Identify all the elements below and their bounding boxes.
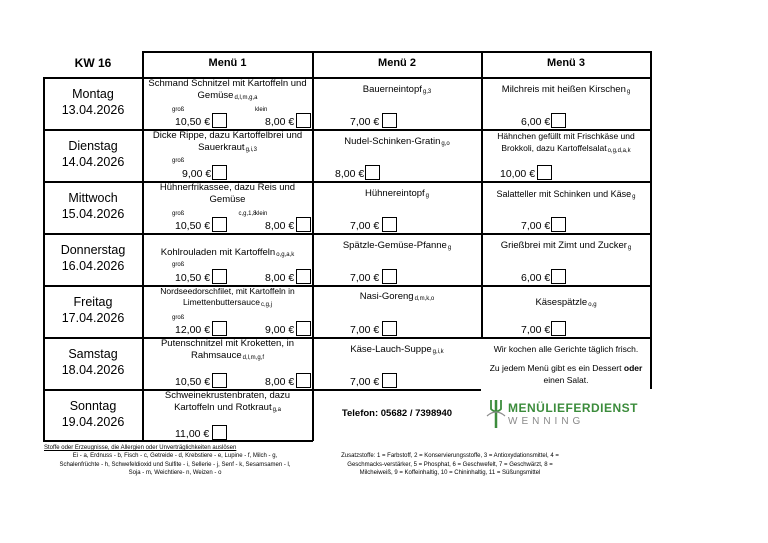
menu3-dish: Käsespätzle$_{o,g}$ (535, 297, 597, 308)
menu2-header: Menü 2 (378, 57, 416, 69)
day-name: Mittwoch (68, 191, 118, 205)
additive-list: Zusatzstoffe: 1 = Farbstoff, 2 = Konservierungsstoffe, 3 = Antioxydationsmittel, 4 = Geschmacks-verstärker, 5 = Phosphat, 6 = Geschwefelt, 7 = Geschwärzt, 8 = Milcheiweiß, 9 = Koffeinhaltig, 10 = Chininhaltig, 11 = Süßungsmittel (341, 453, 559, 476)
day-date: 19.04.2026 (61, 415, 125, 429)
menu1-price-small: 8,00 € (265, 220, 295, 232)
fork-icon (486, 398, 506, 430)
phone-number: Telefon: 05682 / 7398940 (341, 408, 453, 419)
menu1-dish: Nordseedorschfilet, mit Kartoffeln in Limettenbuttersauce$_{c,g,j}$ (160, 286, 295, 308)
fresh-cooking-note: Wir kochen alle Gerichte täglich frisch. (493, 344, 639, 354)
menu1-price-small: 8,00 € (265, 116, 295, 128)
menu3-dish: Milchreis mit heißen Kirschen$_g$ (501, 84, 631, 95)
menu3-price: 6,00 € (521, 116, 551, 128)
day-label (44, 242, 142, 274)
menu2-dish: Nasi-Goreng$_{d,m,k,o}$ (359, 291, 435, 302)
menu1-dish: Schweinekrustenbraten, dazu Kartoffeln und Rotkraut$_{g,a}$ (164, 390, 291, 413)
order-checkbox[interactable] (296, 217, 311, 232)
size-small-label: klein (255, 211, 268, 217)
allergen-list: Ei - a, Erdnuss - b, Fisch - c, Getreide - d, Krebstiere - e, Lupine - f, Milch - g, Schalenfrüchte - h, Schwefeldioxid und Sulfite - i, Sellerie - j, Senf - k, Sesamsamen - l, Soja - m, Weichtiere- n, Weizen - o (59, 453, 291, 476)
menu1-header: Menü 1 (208, 57, 247, 69)
menu3-dish: Hähnchen gefüllt mit Frischkäse und Brokkoli, dazu Kartoffelsalat$_{o,g,d,a,k}$ (497, 131, 635, 154)
order-checkbox[interactable] (212, 373, 227, 388)
menu1-dish: Putenschnitzel mit Kroketten, in Rahmsauce$_{d,l,m,g,f}$ (160, 338, 295, 361)
size-large-label: groß (172, 262, 185, 268)
grid-line (43, 440, 313, 442)
order-checkbox[interactable] (382, 269, 397, 284)
dessert-note: Zu jedem Menü gibt es ein Dessert oder einen Salat. (489, 363, 643, 385)
day-date: 18.04.2026 (61, 363, 125, 377)
week-label: KW 16 (74, 56, 112, 70)
day-date: 16.04.2026 (61, 259, 125, 273)
menu2-dish: Käse-Lauch-Suppe$_{g,i,k}$ (350, 344, 444, 355)
menu1-dish: Kohlrouladen mit Kartoffeln$_{o,g,a,k}$ (160, 247, 295, 258)
day-label (44, 398, 142, 430)
order-checkbox[interactable] (212, 269, 227, 284)
menu3-dish: Salatteller mit Schinken und Käse$_g$ (496, 189, 636, 200)
menu2-dish: Bauerneintopf$_{g,3}$ (362, 84, 432, 95)
menu3-price: 7,00 € (521, 220, 551, 232)
day-name: Dienstag (68, 139, 118, 153)
day-label (44, 346, 142, 378)
menu1-price-large: 10,50 € (175, 376, 211, 388)
menu1-dish: Schmand Schnitzel mit Kartoffeln und Gemüse$_{d,l,m,g,a}$ (148, 78, 307, 101)
menu1-price-large: 9,00 € (182, 168, 212, 180)
day-name: Freitag (73, 295, 113, 309)
day-label (44, 294, 142, 326)
menu1-price-small: 8,00 € (265, 272, 295, 284)
menu3-price: 7,00 € (521, 324, 551, 336)
grid-line (43, 233, 651, 235)
day-name: Donnerstag (60, 243, 126, 257)
order-checkbox[interactable] (382, 373, 397, 388)
size-large-label: groß (172, 211, 185, 217)
menu1-price-large: 10,50 € (175, 220, 211, 232)
menu2-dish: Spätzle-Gemüse-Pfanne$_g$ (342, 240, 452, 251)
menu2-price: 7,00 € (350, 272, 380, 284)
size-large-label: groß (172, 158, 185, 164)
menu2-price: 7,00 € (350, 324, 380, 336)
day-name: Sonntag (69, 399, 117, 413)
order-checkbox[interactable] (296, 113, 311, 128)
menu3-header: Menü 3 (547, 57, 585, 69)
order-checkbox[interactable] (382, 217, 397, 232)
menu2-dish: Nudel-Schinken-Gratin$_{g,o}$ (344, 136, 450, 147)
order-checkbox[interactable] (551, 113, 566, 128)
menu1-dish: Hühnerfrikassee, dazu Reis und Gemüse $_{c,g,1,8}$ (159, 182, 296, 217)
day-date: 17.04.2026 (61, 311, 125, 325)
company-logo (486, 398, 646, 432)
logo-title: MENÜLIEFERDIENST (508, 401, 639, 415)
day-date: 13.04.2026 (61, 103, 125, 117)
day-label (44, 138, 142, 170)
order-checkbox[interactable] (296, 321, 311, 336)
menu2-price: 7,00 € (350, 220, 380, 232)
order-checkbox[interactable] (212, 165, 227, 180)
order-checkbox[interactable] (537, 165, 552, 180)
order-checkbox[interactable] (382, 113, 397, 128)
grid-line (142, 51, 651, 53)
order-checkbox[interactable] (296, 269, 311, 284)
order-checkbox[interactable] (365, 165, 380, 180)
day-date: 14.04.2026 (61, 155, 125, 169)
order-checkbox[interactable] (551, 321, 566, 336)
grid-line (43, 285, 651, 287)
menu2-price: 8,00 € (335, 168, 365, 180)
grid-line (142, 51, 144, 441)
size-large-label: groß (172, 107, 185, 113)
grid-line (43, 181, 651, 183)
size-small-label: klein (255, 107, 268, 113)
menu3-price: 10,00 € (500, 168, 536, 180)
menu1-price-large: 11,00 € (175, 428, 210, 440)
day-label (44, 86, 142, 118)
day-name: Montag (72, 87, 114, 101)
grid-line (43, 77, 651, 79)
order-checkbox[interactable] (212, 425, 227, 440)
order-checkbox[interactable] (212, 217, 227, 232)
menu2-price: 7,00 € (350, 116, 380, 128)
day-date: 15.04.2026 (61, 207, 125, 221)
menu3-dish: Grießbrei mit Zimt und Zucker$_g$ (500, 240, 632, 251)
menu1-price-large: 10,50 € (175, 116, 211, 128)
order-checkbox[interactable] (212, 113, 227, 128)
size-large-label: groß (172, 315, 185, 321)
grid-line (43, 337, 651, 339)
day-name: Samstag (68, 347, 118, 361)
menu2-dish: Hühnereintopf$_g$ (364, 188, 430, 199)
menu1-price-large: 10,50 € (175, 272, 211, 284)
order-checkbox[interactable] (212, 321, 227, 336)
allergen-title: Stoffe oder Erzeugnisse, die Allergien oder Unverträglichkeiten auslösen (44, 445, 237, 451)
day-label (44, 190, 142, 222)
order-checkbox[interactable] (551, 269, 566, 284)
order-checkbox[interactable] (551, 217, 566, 232)
menu1-price-small: 9,00 € (265, 324, 295, 336)
menu1-price-large: 12,00 € (175, 324, 211, 336)
menu3-price: 6,00 € (521, 272, 551, 284)
menu1-dish: Dicke Rippe, dazu Kartoffelbrei und Sauerkraut$_{g,i,3}$ (152, 130, 303, 153)
menu2-price: 7,00 € (350, 376, 380, 388)
menu1-price-small: 8,00 € (265, 376, 295, 388)
order-checkbox[interactable] (296, 373, 311, 388)
order-checkbox[interactable] (382, 321, 397, 336)
logo-subtitle: WENNING (508, 416, 585, 427)
